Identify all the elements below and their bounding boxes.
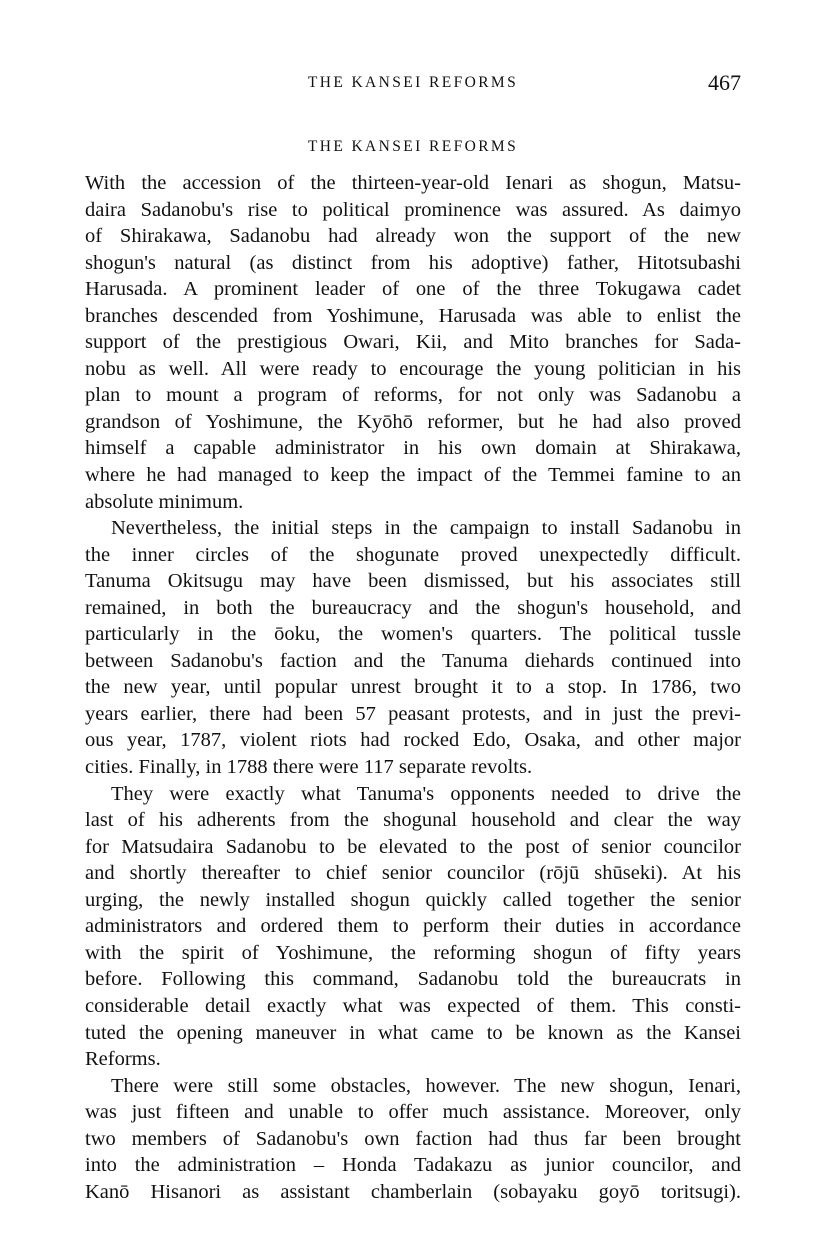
text-line: particularly in the ōoku, the women's quarters. The political tussle — [85, 623, 741, 646]
text-line: where he had managed to keep the impact of the Temmei famine to an — [85, 464, 741, 487]
text-line: administrators and ordered them to perform their duties in accordance — [85, 915, 741, 938]
text-line: and shortly thereafter to chief senior councilor (rōjū shūseki). At his — [85, 862, 741, 885]
paragraph-3 — [85, 781, 741, 1073]
page-number: 467 — [708, 70, 741, 95]
text-line: shogun's natural (as distinct from his adoptive) father, Hitotsubashi — [85, 251, 741, 274]
text-line: into the administration – Honda Tadakazu as junior councilor, and — [85, 1154, 741, 1177]
text-line: the new year, until popular unrest brought it to a stop. In 1786, two — [85, 676, 741, 699]
text-line: plan to mount a program of reforms, for not only was Sadanobu a — [85, 384, 741, 407]
text-line: There were still some obstacles, however. The new shogun, Ienari, — [111, 1074, 741, 1097]
text-line: With the accession of the thirteen-year-old Ienari as shogun, Matsu- — [85, 172, 741, 194]
text-line: years earlier, there had been 57 peasant protests, and in just the previ- — [85, 702, 741, 725]
text-line: considerable detail exactly what was expected of them. This consti- — [85, 994, 741, 1017]
text-line: remained, in both the bureaucracy and the shogun's household, and — [85, 596, 741, 619]
text-line: with the spirit of Yoshimune, the reforming shogun of fifty years — [85, 941, 741, 964]
text-line: cities. Finally, in 1788 there were 117 separate revolts. — [85, 756, 533, 779]
text-line: They were exactly what Tanuma's opponents needed to drive the — [111, 782, 741, 805]
text-line: between Sadanobu's faction and the Tanuma diehards continued into — [85, 649, 741, 672]
section-heading: THE KANSEI REFORMS — [307, 138, 519, 155]
text-line: nobu as well. All were ready to encourage the young politician in his — [85, 357, 741, 380]
paragraph-2 — [85, 515, 741, 780]
text-line: two members of Sadanobu's own faction had thus far been brought — [85, 1127, 741, 1150]
text-line: grandson of Yoshimune, the Kyōhō reformer, but he had also proved — [85, 410, 741, 433]
text-line: before. Following this command, Sadanobu told the bureaucrats in — [85, 968, 741, 991]
text-line: Kanō Hisanori as assistant chamberlain (sobayaku goyō toritsugi). — [85, 1180, 741, 1203]
text-line: branches descended from Yoshimune, Harusada was able to enlist the — [85, 304, 741, 327]
text-line: was just fifteen and unable to offer much assistance. Moreover, only — [85, 1101, 741, 1124]
body-text — [85, 170, 741, 1205]
text-line: absolute minimum. — [85, 490, 244, 513]
text-line: urging, the newly installed shogun quickly called together the senior — [85, 888, 741, 911]
running-header — [85, 72, 741, 98]
text-line: daira Sadanobu's rise to political prominence was assured. As daimyo — [85, 198, 741, 221]
text-line: tuted the opening maneuver in what came to be known as the Kansei — [85, 1021, 741, 1044]
text-line: last of his adherents from the shogunal household and clear the way — [85, 809, 741, 832]
text-line: Reforms. — [85, 1048, 161, 1071]
text-line: Harusada. A prominent leader of one of the three Tokugawa cadet — [85, 278, 741, 301]
text-line: himself a capable administrator in his own domain at Shirakawa, — [85, 437, 741, 460]
text-line: Tanuma Okitsugu may have been dismissed, but his associates still — [85, 570, 741, 593]
text-line: of Shirakawa, Sadanobu had already won the support of the new — [85, 225, 741, 248]
text-line: Nevertheless, the initial steps in the campaign to install Sadanobu in — [111, 517, 741, 540]
paragraph-4 — [85, 1073, 741, 1206]
paragraph-1 — [85, 170, 741, 515]
text-line: ous year, 1787, violent riots had rocked Edo, Osaka, and other major — [85, 729, 741, 752]
text-line: support of the prestigious Owari, Kii, and Mito branches for Sada- — [85, 331, 741, 354]
text-line: the inner circles of the shogunate proved unexpectedly difficult. — [85, 543, 741, 566]
running-title: THE KANSEI REFORMS — [307, 74, 519, 91]
text-line: for Matsudaira Sadanobu to be elevated to the post of senior councilor — [85, 835, 741, 858]
